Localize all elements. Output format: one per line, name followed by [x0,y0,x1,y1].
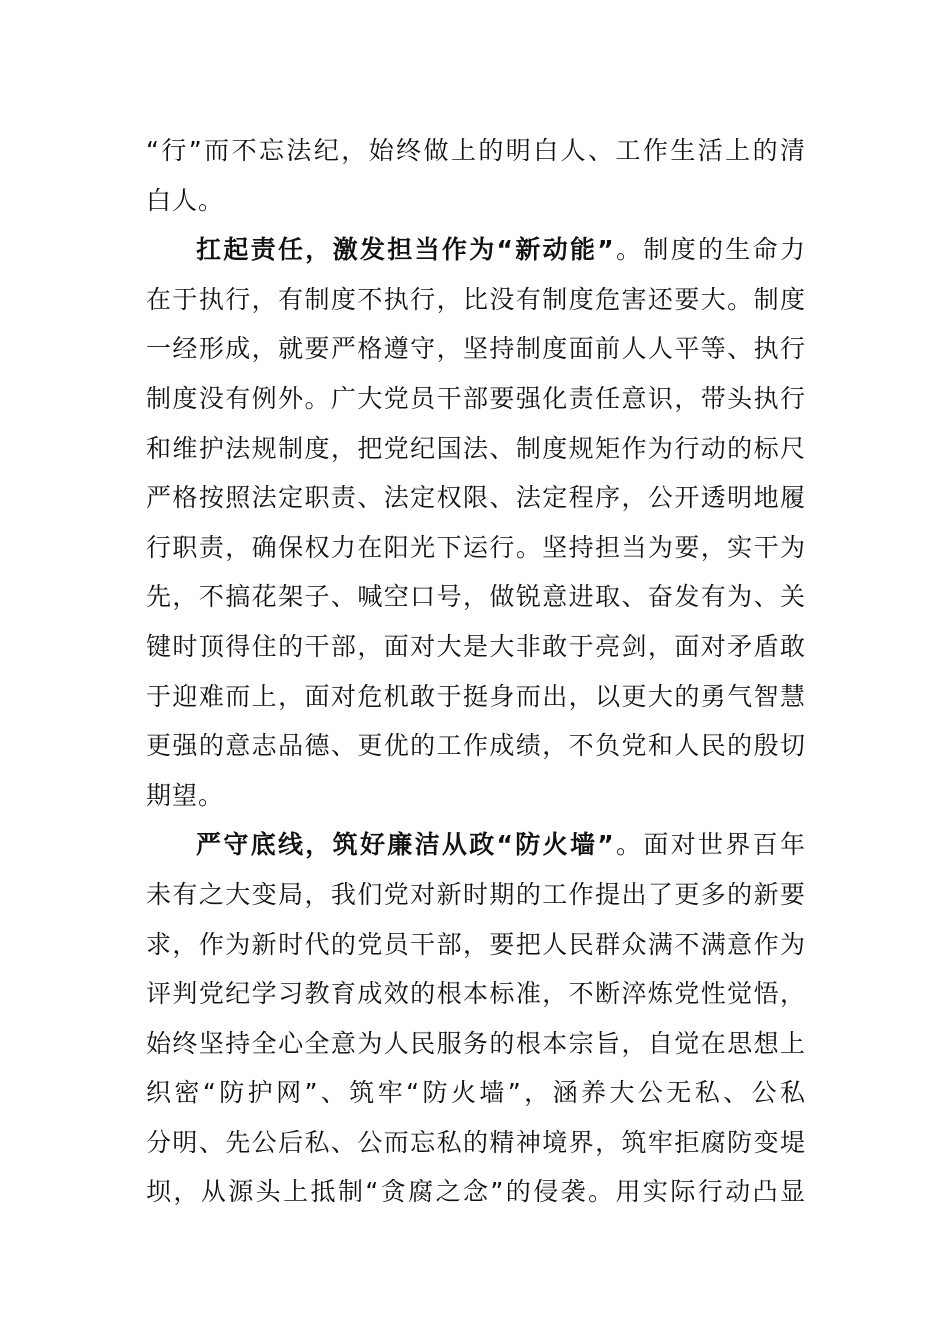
text-line: 更强的意志品德、更优的工作成绩，不负党和人民的殷切 [146,731,806,761]
paragraph-heading: 严守底线，筑好廉洁从政“防火墙” [196,830,615,860]
text-line [146,225,806,275]
text-line: 行职责，确保权力在阳光下运行。坚持担当为要，实干为 [146,532,806,562]
text-line: “行”而不忘法纪，始终做上的明白人、工作生活上的清 [146,136,806,165]
text-line [146,820,806,870]
text-line: 白人。 [146,185,225,215]
paragraph-1 [146,126,806,225]
text-line: 织密“防护网”、筑牢“防火墙”，涵养大公无私、公私 [146,1078,806,1108]
paragraph-3 [146,820,806,1217]
text-line: 一经形成，就要严格遵守，坚持制度面前人人平等、执行 [146,334,806,364]
text-line: 期望。 [146,780,225,810]
document-body [146,126,806,1217]
paragraph-heading: 扛起责任，激发担当作为“新动能” [196,235,615,265]
text-line: 未有之大变局，我们党对新时期的工作提出了更多的新要 [146,879,806,909]
text-run: 。面对世界百年 [614,830,806,860]
text-line: 键时顶得住的干部，面对大是大非敢于亮剑，面对矛盾敢 [146,631,806,661]
text-line: 分明、先公后私、公而忘私的精神境界，筑牢拒腐防变堤 [146,1127,806,1157]
text-line: 求，作为新时代的党员干部，要把人民群众满不满意作为 [146,929,806,959]
text-line: 制度没有例外。广大党员干部要强化责任意识，带头执行 [146,383,806,413]
text-line: 和维护法规制度，把党纪国法、制度规矩作为行动的标尺 [146,433,806,463]
text-run: 。制度的生命力 [614,235,806,265]
text-line: 评判党纪学习教育成效的根本标准，不断淬炼党性觉悟， [146,979,806,1009]
text-line: 于迎难而上，面对危机敢于挺身而出，以更大的勇气智慧 [146,681,806,711]
text-line: 在于执行，有制度不执行，比没有制度危害还要大。制度 [146,284,806,314]
text-line: 坝，从源头上抵制“贪腐之念”的侵袭。用实际行动凸显 [146,1177,806,1207]
text-line: 始终坚持全心全意为人民服务的根本宗旨，自觉在思想上 [146,1028,806,1058]
paragraph-2 [146,225,806,820]
text-line: 先，不搞花架子、喊空口号，做锐意进取、奋发有为、关 [146,582,806,612]
text-line: 严格按照法定职责、法定权限、法定程序，公开透明地履 [146,483,806,513]
